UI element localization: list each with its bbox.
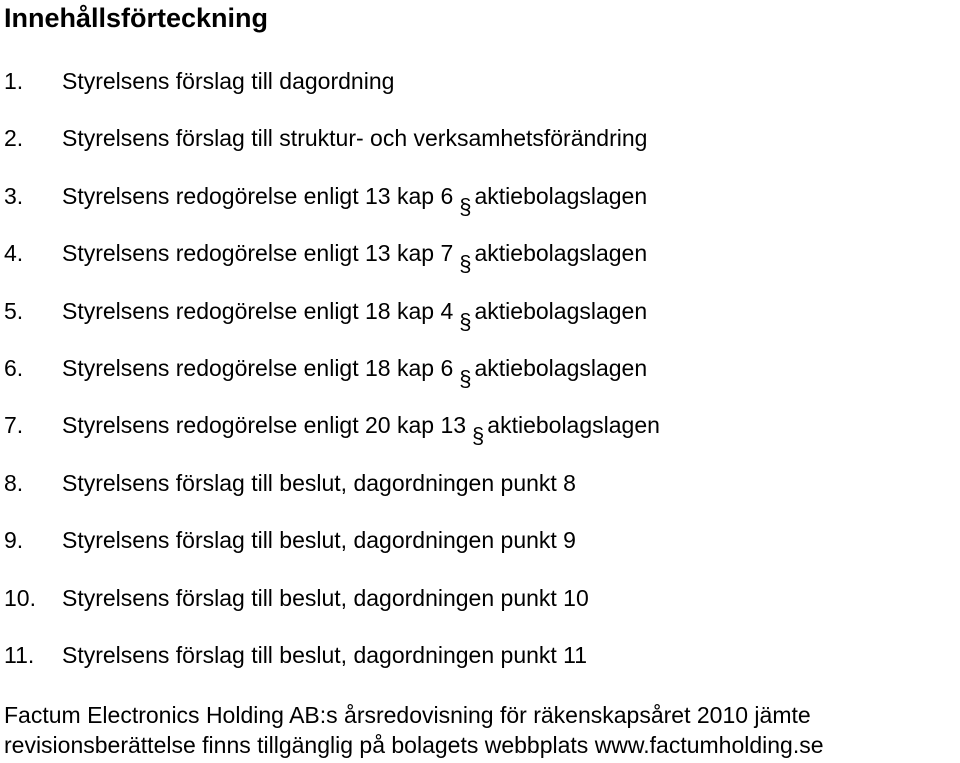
section-mark: § — [459, 251, 472, 277]
toc-item-content — [62, 468, 576, 498]
toc-item-content — [62, 525, 576, 555]
toc-item-text: Styrelsens redogörelse enligt 13 kap 7 — [62, 240, 454, 267]
toc-item-content — [62, 181, 648, 219]
toc-item-text: Styrelsens förslag till beslut, dagordningen punkt 8 — [62, 469, 576, 496]
toc-item-number: 10. — [4, 584, 36, 611]
toc-item-number: 6. — [4, 355, 24, 381]
toc-item-number: 9. — [4, 527, 24, 554]
toc-item-text: Styrelsens redogörelse enligt 20 kap 13 — [62, 412, 467, 439]
toc-item-text: Styrelsens förslag till dagordning — [62, 68, 395, 94]
toc-item-suffix: aktiebolagslagen — [487, 412, 660, 439]
toc-item-text: Styrelsens redogörelse enligt 18 kap 6 — [62, 355, 454, 381]
toc-item-content — [62, 353, 648, 391]
toc-item-suffix: aktiebolagslagen — [474, 182, 648, 209]
page-title: Innehållsförteckning — [4, 3, 269, 33]
toc-item-number: 4. — [4, 240, 24, 267]
toc-item-suffix: aktiebolagslagen — [474, 240, 648, 267]
toc-item-content — [62, 66, 394, 96]
toc-item-number: 1. — [4, 68, 24, 94]
footer-line-2: revisionsberättelse finns tillgänglig på bolagets webbplats www.factumholding.se — [4, 732, 824, 758]
section-mark: § — [459, 366, 472, 391]
toc-item-text: Styrelsens redogörelse enligt 13 kap 6 — [62, 182, 454, 209]
footer-note — [4, 700, 960, 760]
section-mark: § — [472, 423, 485, 449]
toc-item-number: 11. — [4, 642, 35, 668]
section-mark: § — [459, 193, 472, 219]
toc-item-text: Styrelsens förslag till beslut, dagordningen punkt 11 — [62, 642, 588, 668]
footer-line-1: Factum Electronics Holding AB:s årsredovisning för räkenskapsåret 2010 jämte — [4, 702, 811, 728]
toc-item-text: Styrelsens förslag till beslut, dagordningen punkt 9 — [62, 527, 576, 554]
section-mark: § — [459, 308, 472, 334]
toc-item-text: Styrelsens förslag till struktur- och verksamhetsförändring — [62, 125, 648, 152]
toc-item-content — [62, 410, 660, 449]
toc-item-number: 2. — [4, 125, 24, 152]
toc-item-suffix: aktiebolagslagen — [474, 355, 648, 381]
toc-item-content — [62, 238, 648, 277]
toc-item-number: 7. — [4, 412, 24, 439]
toc-item-content — [62, 296, 648, 334]
toc-item-content — [62, 583, 589, 613]
toc-item-number: 8. — [4, 469, 24, 496]
toc-item-content — [62, 123, 647, 153]
toc-item-number: 5. — [4, 297, 24, 324]
toc-item-suffix: aktiebolagslagen — [474, 297, 648, 324]
toc-item-text: Styrelsens redogörelse enligt 18 kap 4 — [62, 297, 454, 324]
toc-item-number: 3. — [4, 182, 24, 209]
toc-item-text: Styrelsens förslag till beslut, dagordningen punkt 10 — [62, 584, 589, 611]
toc-item-content — [62, 640, 587, 670]
